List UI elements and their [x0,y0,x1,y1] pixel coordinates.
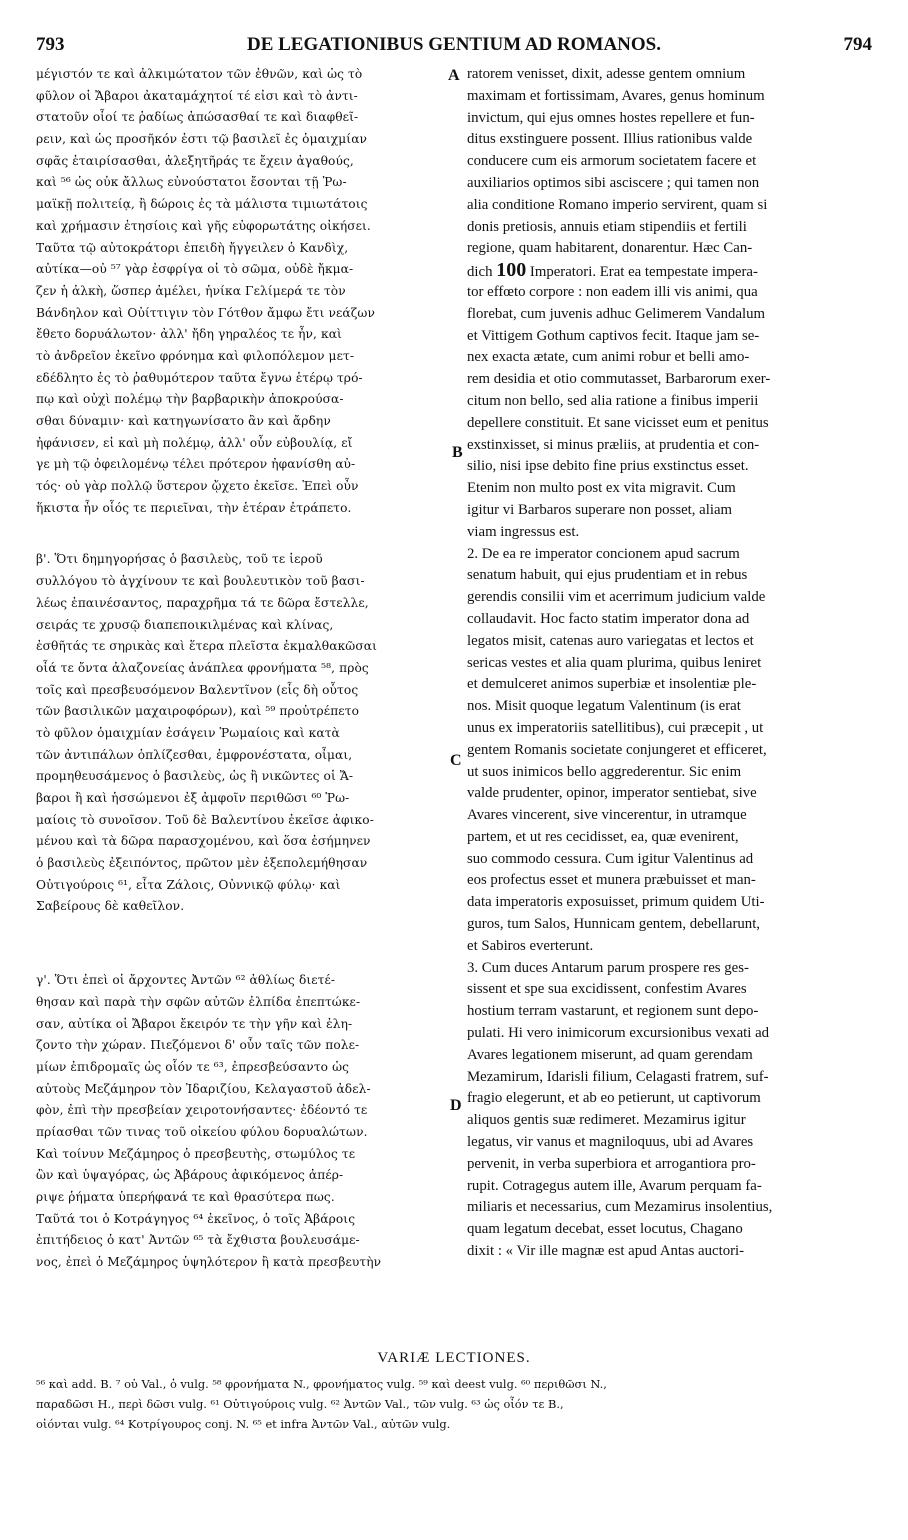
footnote-line: παραδῶσι H., περὶ δῶσι vulg. ⁶¹ Οὐτιγούροις vulg. ⁶² Ἀντῶν Val., τῶν vulg. ⁶³ ὡς οἷόν τε B., [36,1397,564,1411]
text-line: citum non bello, sed alia ratione a finibus imperii [467,392,759,409]
text-line: μαϊκῇ πολιτείᾳ, ἢ δώροις ἐς τὰ μάλιστα τιμιωτάτοις [36,197,368,212]
text-line: ἔθετο δορυάλωτον· ἀλλ' ἤδη γηραλέος τε ἦν, καὶ [36,327,342,342]
text-line: σφᾶς ἑταιρίσασθαι, ἀλεξητῆράς τε ἔχειν ἀγαθούς, [36,153,354,168]
footnotes [36,1374,886,1434]
text-fragment: dich [467,264,493,281]
text-line: αὐτοὺς Μεζάμηρον τὸν Ἰδαριζίου, Κελαγαστοῦ ἀδελ- [36,1081,371,1096]
text-line: Ταῦτά τοι ὁ Κοτράγηγος ⁶⁴ ἐκεῖνος, ὁ τοῖς Ἀβάροις [36,1211,356,1226]
text-line: νος, ἐπεὶ ὁ Μεζάμηρος ὑψηλότερον ἢ κατὰ πρεσβευτὴν [36,1255,382,1270]
greek-column [36,64,450,1274]
text-line: legatos misit, catenas auro variegatas et lectos et [467,632,754,649]
text-line: suo commodo cessura. Cum igitur Valentinus ad [467,850,754,867]
greek-section-2 [36,549,450,918]
text-line: λέως ἐπαινέσαντος, παραχρῆμα τά τε δῶρα ἔστελλε, [36,595,369,610]
text-line: fragio elegerunt, et ab eo petierunt, ut captivorum [467,1090,761,1107]
text-line: Καὶ τοίνυν Μεζάμηρος ὁ πρεσβευτὴς, στωμύλος τε [36,1146,356,1161]
text-line: Avares vincerent, sive vincerentur, in utramque [467,807,747,824]
text-line: μέγιστόν τε καὶ ἀλκιμώτατον τῶν ἐθνῶν, καὶ ὡς τὸ [36,67,363,81]
footnote-line: ⁵⁶ καὶ add. B. ⁷ οὐ Val., ὁ vulg. ⁵⁸ φρονήματα N., φρονήματος vulg. ⁵⁹ καὶ deest vulg. ⁶⁰ περιθῶσι N., [36,1377,607,1391]
margin-letter-d: D [450,1097,462,1114]
text-line: nex exacta ætate, cum animi robur et belli amo- [467,349,750,366]
text-line: florebat, cum juvenis adhuc Gelimerem Vandalum [467,305,766,322]
text-line: ἐπιτήδειος ὁ κατ' Ἀντῶν ⁶⁵ τὰ ἔχθιστα βουλευσάμε- [36,1233,360,1248]
text-line: quam legatum decebat, esset locutus, Chagano [467,1221,743,1238]
text-line: nos. Misit quoque legatum Valentinum (is erat [467,698,741,715]
page-number-left: 793 [36,34,65,55]
text-line: στατοῦν οἷοί τε ῥαδίως ἀπώσασθαί τε καὶ διαφθεῖ- [36,110,359,125]
text-line: ζοντο τὴν χώραν. Πιεζόμενοι δ' οὖν ταῖς τῶν πολε- [36,1038,360,1053]
text-line: μένου καὶ τὰ δῶρα παρασχομένου, καὶ ὅσα ἐσήμηνεν [36,834,371,849]
text-line: et demulceret animos superbiæ et insolentiæ ple- [467,676,757,693]
text-line: alia conditione Romano imperio servirent, quam si [467,196,768,213]
text-line: αὐτίκα—οὐ ⁵⁷ γὰρ ἐσφρίγα οἱ τὸ σῶμα, οὐδὲ ἤκμα- [36,262,354,277]
text-line: Mezamirum, Idarisli filium, Celagasti fratrem, suf- [467,1068,769,1085]
text-line: data imperatoris exposuisset, primum quidem Uti- [467,894,765,911]
text-line: pervenit, in verba superbiora et arrogantiora pro- [467,1155,756,1172]
text-line: Σαβείρους δὲ καθεῖλον. [36,899,185,914]
page-number-right: 794 [843,34,872,55]
text-line: τοῖς καὶ πρεσβευσόμενον Βαλεντῖνον (εἷς δὴ οὗτος [36,682,359,697]
text-line: silio, nisi ipse debito fine prius exstinctus esset. [467,458,749,475]
text-line: τός· οὐ γὰρ πολλῷ ὕστερον ᾤχετο ἐκεῖσε. Ἐπεὶ οὖν [36,479,359,494]
text-fragment: Imperatori. Erat ea tempestate impera- [529,264,758,281]
text-line: Οὐτιγούροις ⁶¹, εἶτα Ζάλοις, Οὐννικῷ φύλῳ· καὶ [36,877,341,892]
text-line: Ταῦτα τῷ αὐτοκράτορι ἐπειδὴ ἤγγειλεν ὁ Κανδὶχ, [36,240,349,255]
text-line: τὸ φῦλον ὁμαιχμίαν ἐσάγειν Ῥωμαίοις καὶ κατὰ [36,725,340,740]
text-line: εδέδλητο ἐς τὸ ῥαθυμότερον ταῦτα ἔγνω ἑτέρῳ τρό- [36,370,363,385]
text-line: τῶν βασιλικῶν μαχαιροφόρων), καὶ ⁵⁹ προὐτρέπετο [36,704,360,719]
text-line: aliquos gentis suæ redimeret. Mezamirus igitur [467,1112,746,1129]
text-line: ρειν, καὶ ὡς προσῆκόν ἐστι τῷ βασιλεῖ ἐς ὁμαιχμίαν [36,132,368,147]
text-line: ὁ βασιλεὺς ἐξειπόντος, πρῶτον μὲν ἐξεπολεμήθησαν [36,856,368,871]
text-line: rupit. Cotragegus autem ille, Avarum perquam fa- [467,1177,762,1194]
running-title: DE LEGATIONIBUS GENTIUM AD ROMANOS. [246,34,661,55]
text-line: valde prudenter, opinor, imperator sentiebat, sive [467,785,757,802]
text-line: Avares legationem miserunt, ad quam gerendam [467,1046,753,1063]
text-line: maximam et fortissimam, Avares, genus hominum [467,87,765,104]
text-line: συλλόγου τὸ ἀγχίνουν τε καὶ βουλευτικὸν τοῦ βασι- [36,574,365,589]
text-line: Etenim non multo post ex vita migravit. Cum [467,480,736,497]
text-line: τῶν ἀντιπάλων ὁπλίζεσθαι, ἐμφρονέστατα, οἶμαι, [36,747,353,762]
text-line: φῦλον οἱ Ἄβαροι ἀκαταμάχητοί τέ εἰσι καὶ τὸ ἀντι- [36,88,358,103]
latin-column [467,64,879,1263]
text-line-with-marker [467,260,879,282]
text-line: φὸν, ἐπὶ τὴν πρεσβείαν χειροτονήσαντες· ἐδέοντό τε [36,1103,368,1118]
variae-lectiones-heading: VARIÆ LECTIONES. [377,1350,531,1366]
text-line: σειράς τε χρυσῷ διαπεποικιλμένας καὶ κλίνας, [36,617,334,632]
text-line: invictum, qui ejus omnes hostes repellere et fun- [467,109,755,126]
running-header [36,34,872,58]
text-line: ditus exstinguere possent. Illius rationibus valde [467,131,753,148]
latin-section-2 [467,544,879,958]
text-line: ἠφάνισεν, εἰ καὶ μὴ πολέμῳ, ἀλλ' οὖν εὐβουλίᾳ, εἴ [36,435,353,450]
text-line: πρίασθαι τῶν τινας τοῦ οἰκείου φύλου δορυαλώτων. [36,1124,368,1139]
text-line: donis pretiosis, annuis etiam stipendiis et fertili [467,218,747,235]
margin-letter-a: A [448,67,460,84]
latin-section-3 [467,958,879,1263]
text-line: οἷά τε ὄντα ἀλαζονείας ἀνάπλεα φρονήματα ⁵⁸, πρὸς [36,660,369,675]
text-line: viam ingressus est. [467,523,580,540]
text-line: τὸ ἀνδρεῖον ἐκεῖνο φρόνημα καὶ φιλοπόλεμον μετ- [36,348,355,363]
text-line: pulati. Hi vero inimicorum excursionibus vexati ad [467,1025,770,1042]
text-line: sissent et spe sua excidissent, confestim Avares [467,981,747,998]
text-line: μίων ἐπιδρομαῖς ὡς οἷόν τε ⁶³, ἐπρεσβεύσαντο ὡς [36,1059,350,1074]
text-line: gerendis consilii vim et acerrimum judicium valde [467,589,766,606]
text-line: eos profectus esset et munera præbuisset et man- [467,872,756,889]
text-line: ριψε ῥήματα ὑπερήφανά τε καὶ θρασύτερα πως. [36,1190,335,1204]
latin-section-1 [467,64,879,544]
text-line: ὢν καὶ ὑψαγόρας, ὡς Ἀβάρους ἀφικόμενος ἀπέρ- [36,1168,344,1183]
text-line: partem, et ut res cecidisset, ea, quæ evenirent, [467,828,739,845]
text-line: conducere cum eis armorum societatem facere et [467,153,757,170]
margin-letter-b: B [452,444,463,461]
text-line: guros, tum Salos, Hunnicam gentem, debellarunt, [467,916,761,933]
greek-section-3 [36,970,450,1274]
text-line: Βάνδηλον καὶ Οὐίττιγιν τὸν Γότθον ἄμφω ἔτι νεάζων [36,305,375,320]
text-line: sericas vestes et alia quam plurima, quibus leniret [467,654,762,671]
text-line: collaudavit. Hoc facto statim imperator dona ad [467,610,750,627]
margin-letter-c: C [450,752,462,769]
text-line: dixit : « Vir ille magnæ est apud Antas auctori- [467,1243,745,1260]
text-line: regione, quam habitarent, donarentur. Hæc Can- [467,240,753,257]
footnote-line: οἰόνται vulg. ⁶⁴ Κοτρίγουρος conj. N. ⁶⁵ et infra Ἀντῶν Val., αὐτῶν vulg. [36,1417,451,1431]
text-line: σθαι δύναμιν· καὶ κατηγωνίσατο ἂν καὶ ἄρδην [36,414,331,428]
greek-section-1 [36,64,450,519]
text-line: senatum habuit, qui ejus prudentiam et in rebus [467,567,748,584]
text-line: 2. De ea re imperator concionem apud sacrum [467,545,740,562]
text-line: θησαν καὶ παρὰ τὴν σφῶν αὐτῶν ἐλπίδα ἐπεπτώκε- [36,994,361,1009]
text-line: προμηθευσάμενος ὁ βασιλεὺς, ὡς ἢ νικῶντες οἱ Ἄ- [36,769,354,784]
text-line: γε μὴ τῷ ὀφειλομένῳ τέλει πρότερον ἠφανίσθη αὐ- [36,457,356,472]
text-line: igitur vi Barbaros superare non posset, aliam [467,501,733,518]
text-line: καὶ χρήμασιν ἐτησίοις καὶ γῆς εὐφορωτάτης οἰκήσει. [36,218,371,233]
text-line: γ'. Ὅτι ἐπεὶ οἱ ἄρχοντες Ἀντῶν ⁶² ἀθλίως διετέ- [36,973,336,988]
text-line: ἥκιστα ἦν οἷός τε περιεῖναι, τὴν ἑτέραν ἐτράπετο. [36,500,352,515]
original-page-marker: 100 [496,260,527,282]
text-line: legatus, vir vanus et magniloquus, ubi ad Avares [467,1134,754,1151]
text-line: et Sabiros everterunt. [467,937,594,954]
text-line: πῳ καὶ οὐχὶ πολέμῳ τὴν βαρβαρικὴν ἀποκρούσα- [36,392,344,407]
text-line: miliaris et necessarius, cum Mezamirus insolentius, [467,1199,773,1216]
text-line: 3. Cum duces Antarum parum prospere res ges- [467,959,749,976]
text-line: auxiliarios optimos sibi asciscere ; qui tamen non [467,174,760,191]
text-line: tor effœto corpore : non eadem illi vis animi, qua [467,283,758,300]
text-line: depellere constituit. Et sane vicisset eum et penitus [467,414,769,431]
text-line: rem desidia et otio commutasset, Barbarorum exer- [467,371,771,388]
text-line: unus ex imperatoriis satellitibus), cui præcepit , ut [467,719,764,736]
text-line: β'. Ὅτι δημηγορήσας ὁ βασιλεὺς, τοῦ τε ἱεροῦ [36,552,323,567]
text-line: ut suos inimicos bello aggrederentur. Sic enim [467,763,742,780]
text-line: βαροι ἢ καὶ ἡσσώμενοι ἐξ ἀμφοῖν περιθῶσι ⁶⁰ Ῥω- [36,791,350,805]
text-line: σαν, αὐτίκα οἱ Ἄβαροι ἔκειρόν τε τὴν γῆν καὶ ἐλη- [36,1016,353,1031]
text-line: et Vittigem Gothum captivos fecit. Itaque jam se- [467,327,760,344]
text-line: ζεν ἡ ἀλκὴ, ὥσπερ ἀμέλει, ἡνίκα Γελίμερά τε τὸν [36,283,346,298]
text-line: gentem Romanis societate conjungeret et efficeret, [467,741,767,758]
text-line: ἐσθῆτάς τε σηρικὰς καὶ ἕτερα πλεῖστα ἐκμαλθακῶσαι [36,639,377,654]
text-line: μαίοις τὸ συνοῖσον. Τοῦ δὲ Βαλεντίνου ἐκεῖσε ἀφικο- [36,812,374,827]
text-line: ratorem venisset, dixit, adesse gentem omnium [467,66,746,82]
text-line: καὶ ⁵⁶ ὡς οὐκ ἄλλως εὐνούστατοι ἔσονται τῇ Ῥω- [36,175,347,190]
text-line: exstinxisset, si minus præliis, at prudentia et con- [467,436,760,453]
text-line: hostium terram vastarunt, et regionem sunt depo- [467,1003,759,1020]
